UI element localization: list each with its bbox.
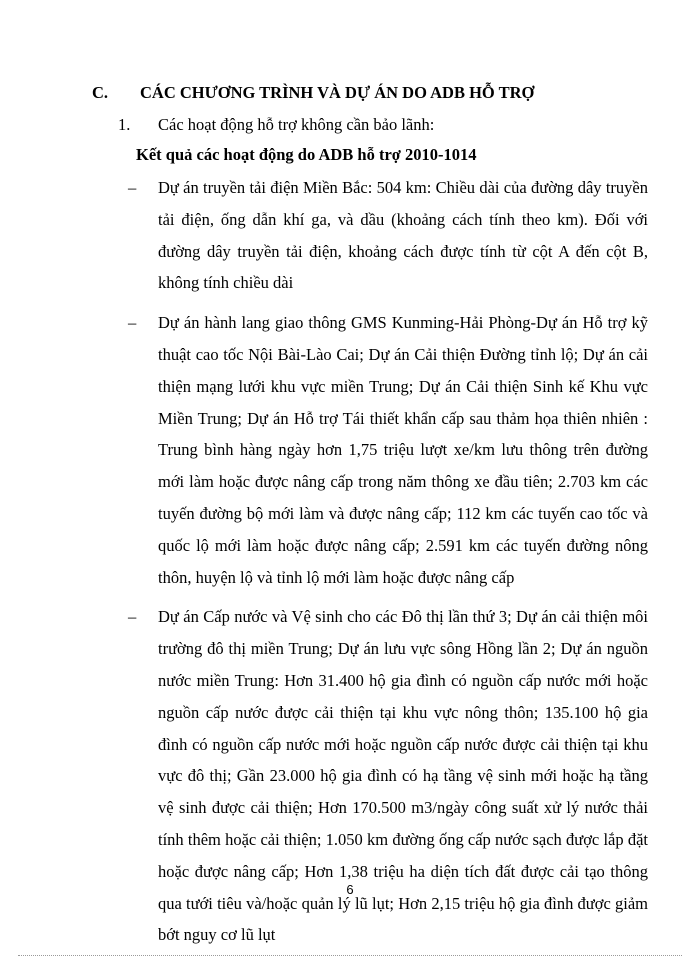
section-heading bbox=[92, 82, 652, 104]
list-item bbox=[128, 172, 648, 299]
bullet-dash: – bbox=[128, 178, 137, 197]
subsection-number: 1. bbox=[118, 115, 131, 134]
list-item-text: Dự án truyền tải điện Miền Bắc: 504 km: Chiều dài của đường dây truyền tải điện, ống dẫn khí ga, và dầu (khoảng cách tính theo km). Đối với đường dây truyền tải điện, khoảng cách được tính từ cột A đến cột B, không tính chiều dài bbox=[158, 178, 648, 293]
list-item-text: Dự án hành lang giao thông GMS Kunming-Hải Phòng-Dự án Hỗ trợ kỹ thuật cao tốc Nội Bài-Lào Cai; Dự án Cải thiện Đường tỉnh lộ; Dự án cải thiện mạng lưới khu vực miền Trung; Dự án Cải thiện Sinh kế Khu vực Miền Trung; Dự án Hỗ trợ Tái thiết khẩn cấp sau thảm họa thiên nhiên : Trung bình hàng ngày hơn 1,75 triệu lượt xe/km lưu thông trên đường mới làm hoặc được nâng cấp trong năm thông xe đầu tiên; 2.703 km các tuyến đường bộ mới làm và được nâng cấp; 112 km các tuyến cao tốc và quốc lộ mới làm hoặc được nâng cấp; 2.591 km các tuyến đường nông thôn, huyện lộ và tỉnh lộ mới làm hoặc được nâng cấp bbox=[158, 313, 648, 587]
bullet-list bbox=[128, 172, 648, 959]
list-item bbox=[128, 601, 648, 951]
subsection-heading bbox=[118, 114, 638, 136]
subsection-title: Các hoạt động hỗ trợ không cần bảo lãnh: bbox=[158, 115, 435, 134]
list-item-text: Dự án Cấp nước và Vệ sinh cho các Đô thị lần thứ 3; Dự án cải thiện môi trường đô thị miền Trung; Dự án lưu vực sông Hồng lần 2; Dự án nguồn nước miền Trung: Hơn 31.400 hộ gia đình có nguồn cấp nước mới hoặc nguồn cấp nước được cải thiện tại khu vực nông thôn; 135.100 hộ gia đình có nguồn cấp nước mới hoặc nguồn cấp nước được cải thiện tại khu vực đô thị; Gần 23.000 hộ gia đình có hạ tầng vệ sinh mới hoặc hạ tầng vệ sinh được cải thiện; Hơn 170.500 m3/ngày công suất xử lý nước thải tính thêm hoặc cải thiện; 1.050 km đường ống cấp nước sạch được lắp đặt hoặc được nâng cấp; Hơn 1,38 triệu ha diện tích đất được cải tạo thông qua tưới tiêu và/hoặc quản lý lũ lụt; Hơn 2,15 triệu hộ gia đình được giảm bớt nguy cơ lũ lụt bbox=[158, 607, 648, 945]
page-number: 6 bbox=[346, 882, 354, 897]
bullet-dash: – bbox=[128, 607, 137, 627]
list-item bbox=[128, 307, 648, 593]
bullet-dash: – bbox=[128, 313, 137, 333]
section-letter: C. bbox=[92, 83, 109, 102]
page-bottom-divider bbox=[18, 955, 682, 956]
results-title: Kết quả các hoạt động do ADB hỗ trợ 2010-1014 bbox=[136, 145, 477, 164]
section-title: CÁC CHƯƠNG TRÌNH VÀ DỰ ÁN DO ADB HỖ TRỢ bbox=[140, 83, 535, 102]
